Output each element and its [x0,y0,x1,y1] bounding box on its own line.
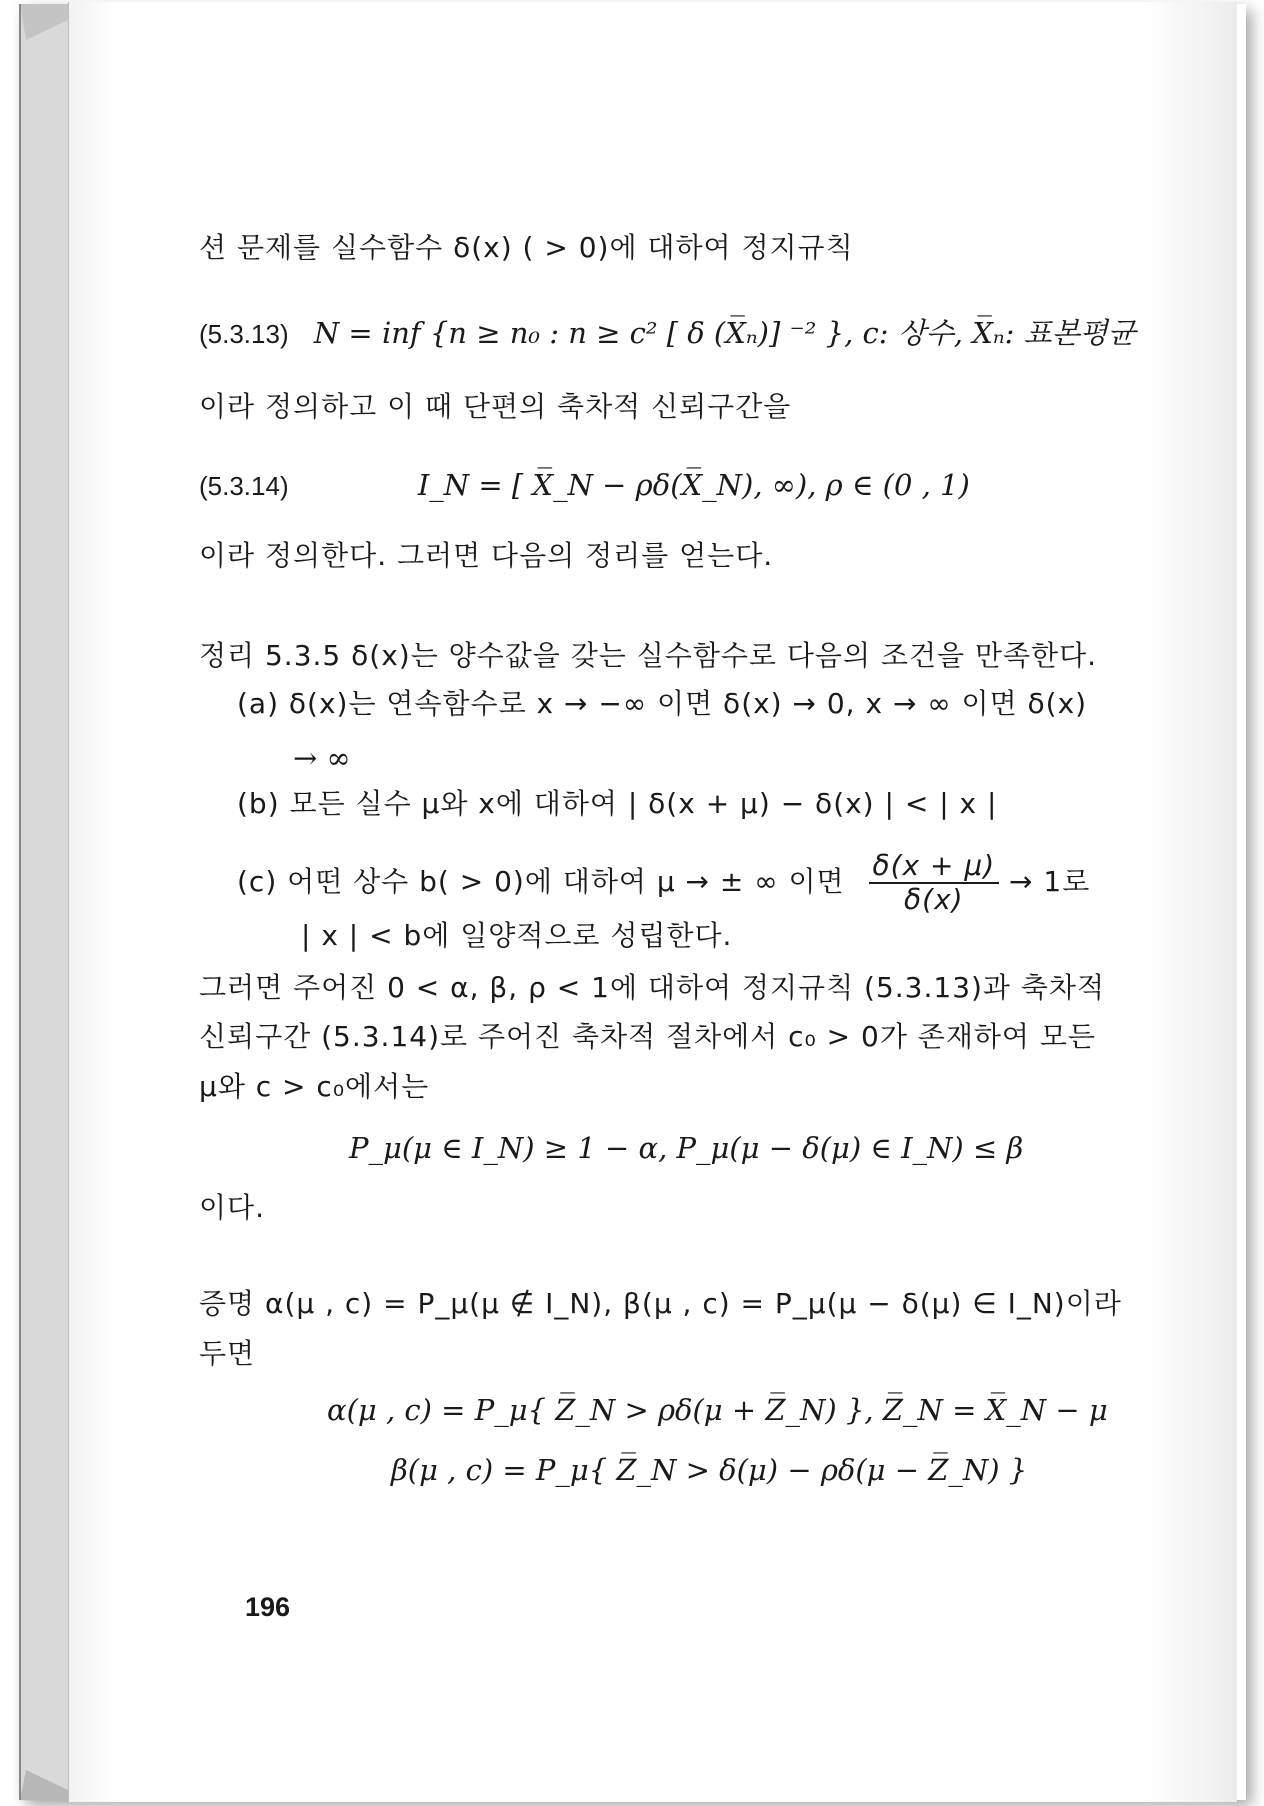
fraction-denominator: δ(x) [904,883,964,916]
condition-a-line-2: → ∞ [293,741,351,775]
condition-c-line-2: | x | < b에 일양적으로 성립한다. [301,919,733,952]
equation-body: I_N = [ X̅_N − ρδ(X̅_N), ∞), ρ ∈ (0 , 1) [417,468,970,502]
paragraph-line-3: μ와 c > c₀에서는 [199,1070,430,1103]
book-page [68,2,1237,1802]
fraction-numerator: δ(x + μ) [869,850,1000,884]
beta-equation: β(μ , c) = P_μ{ Z̅_N > δ(μ) − ρδ(μ − Z̅_N) } [391,1453,1028,1487]
equation-body: N = inf {n ≥ n₀ : n ≥ c² [ δ (X̅ₙ)] ⁻² }, c: 상수, X̅ₙ: 표본평균 [313,316,1136,350]
paragraph-line-1: 그러면 주어진 0 < α, β, ρ < 1에 대하여 정지규칙 (5.3.13)과 축차적 [199,971,1106,1004]
alpha-equation: α(μ , c) = P_μ{ Z̅_N > ρδ(μ + Z̅_N) }, Z̅_N = X̅_N − μ [327,1393,1108,1427]
proof-line-2: 두면 [199,1337,256,1370]
probability-inequalities: P_μ(μ ∈ I_N) ≥ 1 − α, P_μ(μ − δ(μ) ∈ I_N) ≤ β [349,1131,1024,1165]
proof-line-1: 증명 α(μ , c) = P_μ(μ ∉ I_N), β(μ , c) = P_μ(μ − δ(μ) ∈ I_N)이라 [199,1287,1122,1320]
condition-a-line-1: (a) δ(x)는 연속함수로 x → −∞ 이면 δ(x) → 0, x → ∞ 이면 δ(x) [237,687,1088,720]
paragraph-line-2: 신뢰구간 (5.3.14)로 주어진 축차적 절차에서 c₀ > 0가 존재하여 모든 [199,1020,1096,1053]
text-line-3: 이라 정의하고 이 때 단편의 축차적 신뢰구간을 [199,390,792,423]
equation-5-3-13 [199,315,1136,352]
condition-c [237,850,1090,916]
equation-5-3-14 [199,467,970,504]
condition-b: (b) 모든 실수 μ와 x에 대하여 | δ(x + μ) − δ(x) | < | x | [237,787,998,820]
fraction [869,850,1000,916]
text-line-1: 션 문제를 실수함수 δ(x) ( > 0)에 대하여 정지규칙 [199,231,854,264]
equation-number: (5.3.13) [199,319,289,349]
text-line-5: 이라 정의한다. 그러면 다음의 정리를 얻는다. [199,539,774,572]
paragraph-line-5: 이다. [199,1191,265,1224]
condition-c-tail: → 1로 [1009,865,1091,898]
equation-number: (5.3.14) [199,471,289,501]
page-number: 196 [245,1592,291,1622]
condition-c-text: (c) 어떤 상수 b( > 0)에 대하여 μ → ± ∞ 이면 [237,865,845,898]
theorem-heading: 정리 5.3.5 δ(x)는 양수값을 갖는 실수함수로 다음의 조건을 만족한다. [199,639,1098,672]
